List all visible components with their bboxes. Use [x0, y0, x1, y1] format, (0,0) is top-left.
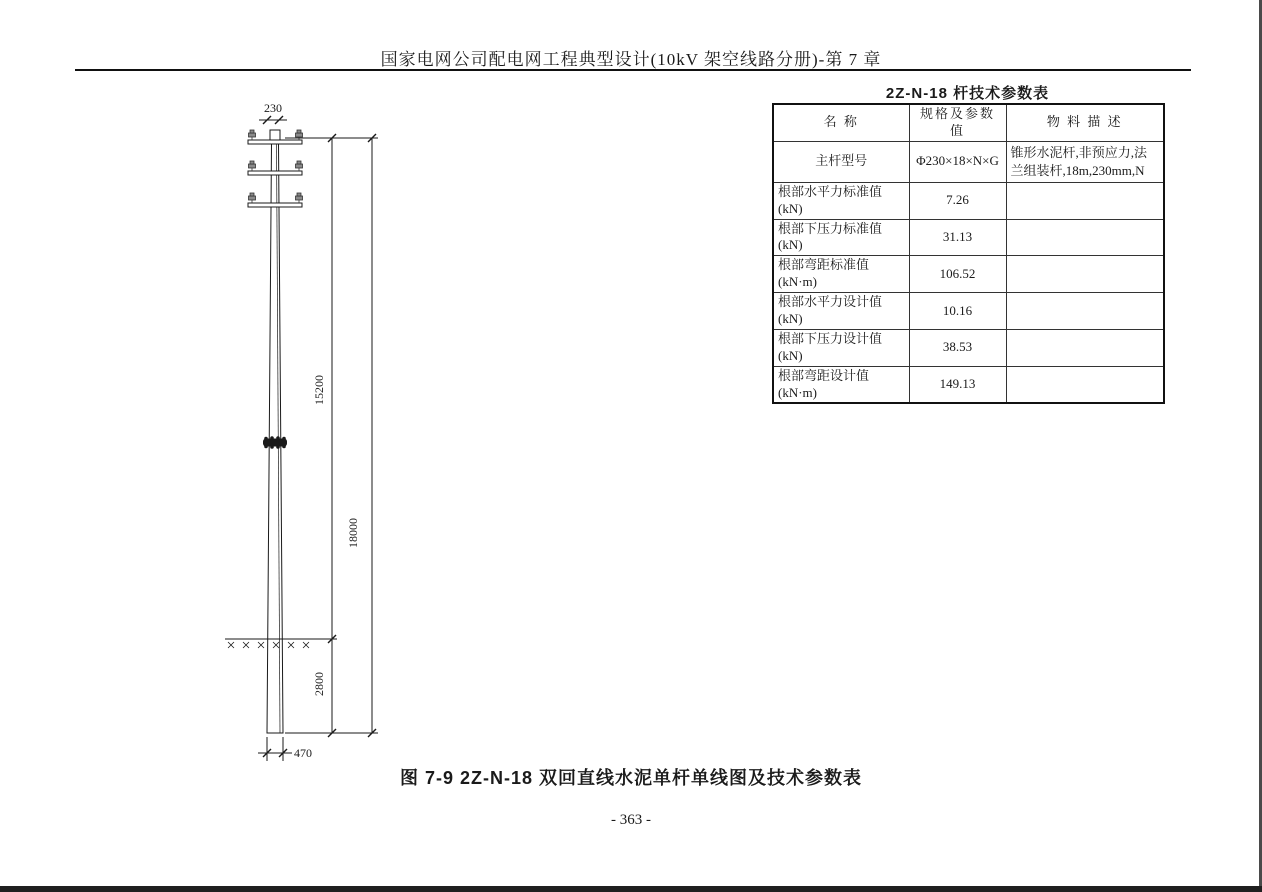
column-header-desc: 物 料 描 述 — [1006, 104, 1164, 141]
param-value-cell: Φ230×18×N×G — [909, 141, 1006, 182]
table-row — [773, 219, 1164, 256]
pole-diagram — [200, 90, 400, 770]
pin-insulator-icon — [296, 161, 303, 171]
table-row — [773, 182, 1164, 219]
crossarm-middle — [248, 171, 302, 175]
param-desc-cell — [1006, 366, 1164, 403]
column-header-name: 名 称 — [773, 104, 909, 141]
pin-insulator-icon — [249, 130, 256, 140]
param-value-cell: 149.13 — [909, 366, 1006, 403]
pin-insulator-icon — [249, 161, 256, 171]
param-desc-cell: 锥形水泥杆,非预应力,法兰组装杆,18m,230mm,N — [1006, 141, 1164, 182]
param-desc-cell — [1006, 293, 1164, 330]
dim-label-top-diameter: 230 — [264, 101, 282, 115]
page-number: - 363 - — [611, 812, 651, 828]
table-row — [773, 366, 1164, 403]
param-name-cell: 根部下压力标准值(kN) — [773, 219, 909, 256]
param-value-cell: 106.52 — [909, 256, 1006, 293]
document-header-title: 国家电网公司配电网工程典型设计(10kV 架空线路分册)-第 7 章 — [380, 50, 882, 69]
param-value-cell: 31.13 — [909, 219, 1006, 256]
table-row — [773, 293, 1164, 330]
param-desc-cell — [1006, 182, 1164, 219]
figure-caption: 图 7-9 2Z-N-18 双回直线水泥单杆单线图及技术参数表 — [399, 768, 863, 788]
crossarm-top — [248, 140, 302, 144]
dim-label-above-ground: 15200 — [312, 375, 326, 405]
dim-label-total-length: 18000 — [346, 518, 360, 548]
pole-cap — [270, 130, 280, 140]
table-row — [773, 329, 1164, 366]
column-header-value: 规格及参数值 — [909, 104, 1006, 141]
pole-parameter-table-title: 2Z-N-18 杆技术参数表 — [885, 85, 1050, 102]
param-name-cell: 根部水平力标准值(kN) — [773, 182, 909, 219]
param-name-cell: 根部水平力设计值(kN) — [773, 293, 909, 330]
dim-label-bottom-diameter: 470 — [294, 746, 312, 760]
param-name-cell: 主杆型号 — [773, 141, 909, 182]
table-header-row — [773, 104, 1164, 141]
param-name-cell: 根部弯距标准值(kN·m) — [773, 256, 909, 293]
table-row — [773, 256, 1164, 293]
param-name-cell: 根部下压力设计值(kN) — [773, 329, 909, 366]
pin-insulator-icon — [296, 193, 303, 203]
param-value-cell: 7.26 — [909, 182, 1006, 219]
pin-insulator-icon — [249, 193, 256, 203]
header-divider — [75, 69, 1191, 71]
page-bottom-edge — [0, 886, 1262, 892]
param-name-cell: 根部弯距设计值(kN·m) — [773, 366, 909, 403]
crossarm-bottom — [248, 203, 302, 207]
dim-label-buried-depth: 2800 — [312, 672, 326, 696]
param-desc-cell — [1006, 329, 1164, 366]
param-desc-cell — [1006, 256, 1164, 293]
table-row — [773, 141, 1164, 182]
dim-bottom-diameter — [258, 737, 312, 761]
dim-line-above-ground — [312, 134, 336, 737]
dim-line-total-length — [346, 134, 376, 737]
param-desc-cell — [1006, 219, 1164, 256]
pole-parameter-table — [772, 103, 1165, 404]
param-value-cell: 10.16 — [909, 293, 1006, 330]
param-value-cell: 38.53 — [909, 329, 1006, 366]
dim-top-diameter — [259, 101, 287, 124]
